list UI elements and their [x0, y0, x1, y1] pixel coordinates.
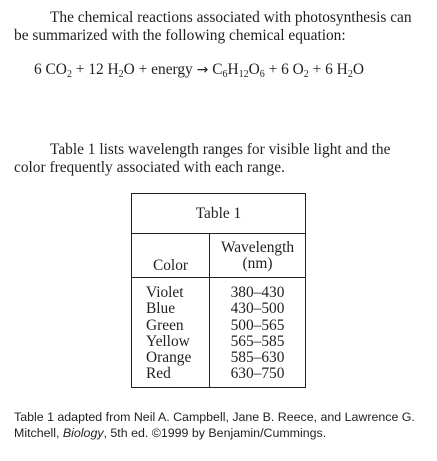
table-caption: Table 1	[132, 194, 305, 234]
eq-subscript: 2	[118, 69, 124, 80]
photosynthesis-equation	[34, 61, 364, 79]
eq-subscript: 2	[347, 69, 353, 80]
table-cell-color: Orange	[146, 349, 192, 367]
eq-part: + 6 H	[308, 61, 348, 78]
eq-part: 6 CO	[34, 61, 67, 78]
footnote-suffix: , 5th ed. ©1999 by Benjamin/Cummings.	[103, 426, 327, 440]
wavelength-table	[131, 193, 306, 388]
color-column	[132, 278, 210, 388]
table-cell-color: Blue	[146, 300, 176, 318]
eq-part: O + energy	[123, 61, 197, 78]
eq-subscript: 2	[303, 69, 309, 80]
table-cell-range: 430–500	[230, 300, 285, 318]
eq-subscript: 6	[259, 69, 265, 80]
intro-paragraph: The chemical reactions associated with photosynthesis can be summarized with the following chemical equation:	[14, 9, 412, 44]
table-source-footnote	[14, 409, 429, 441]
table-cell-color: Violet	[146, 284, 184, 301]
table-cell-color: Yellow	[146, 332, 190, 350]
color-column-header	[132, 234, 210, 277]
table-cell-range: 380–430	[230, 284, 285, 301]
eq-part: C	[208, 61, 223, 78]
table-cell-range: 630–750	[230, 365, 285, 383]
wavelength-column-header	[210, 234, 305, 277]
eq-subscript: 2	[66, 69, 72, 80]
eq-part: + 6 O	[264, 61, 304, 78]
table-cell-color: Red	[146, 365, 171, 383]
table-body	[132, 278, 305, 388]
eq-subscript: 12	[238, 69, 249, 80]
table-cell-range: 565–585	[230, 332, 285, 350]
eq-part: O	[352, 61, 364, 78]
footnote-prefix: Table 1 adapted from Neil A. Campbell, Jane B. Reece, and Lawrence G. Mitchell,	[14, 410, 415, 440]
wavelength-header-line2: (nm)	[242, 255, 273, 272]
eq-part: H	[227, 61, 239, 78]
eq-part: + 12 H	[71, 61, 119, 78]
wavelength-header-line1: Wavelength	[220, 239, 295, 256]
eq-part: O	[248, 61, 260, 78]
reaction-arrow: →	[196, 62, 209, 78]
color-header-label: Color	[152, 257, 189, 274]
table-cell-range: 585–630	[230, 349, 285, 367]
table-cell-color: Green	[146, 316, 184, 334]
table-header-row	[132, 234, 305, 278]
footnote-book-title: Biology	[62, 426, 104, 440]
table-cell-range: 500–565	[230, 316, 285, 334]
wavelength-column	[210, 278, 305, 388]
eq-subscript: 6	[222, 69, 228, 80]
table-intro-paragraph: Table 1 lists wavelength ranges for visible light and the color frequently associated with each range.	[14, 141, 391, 176]
